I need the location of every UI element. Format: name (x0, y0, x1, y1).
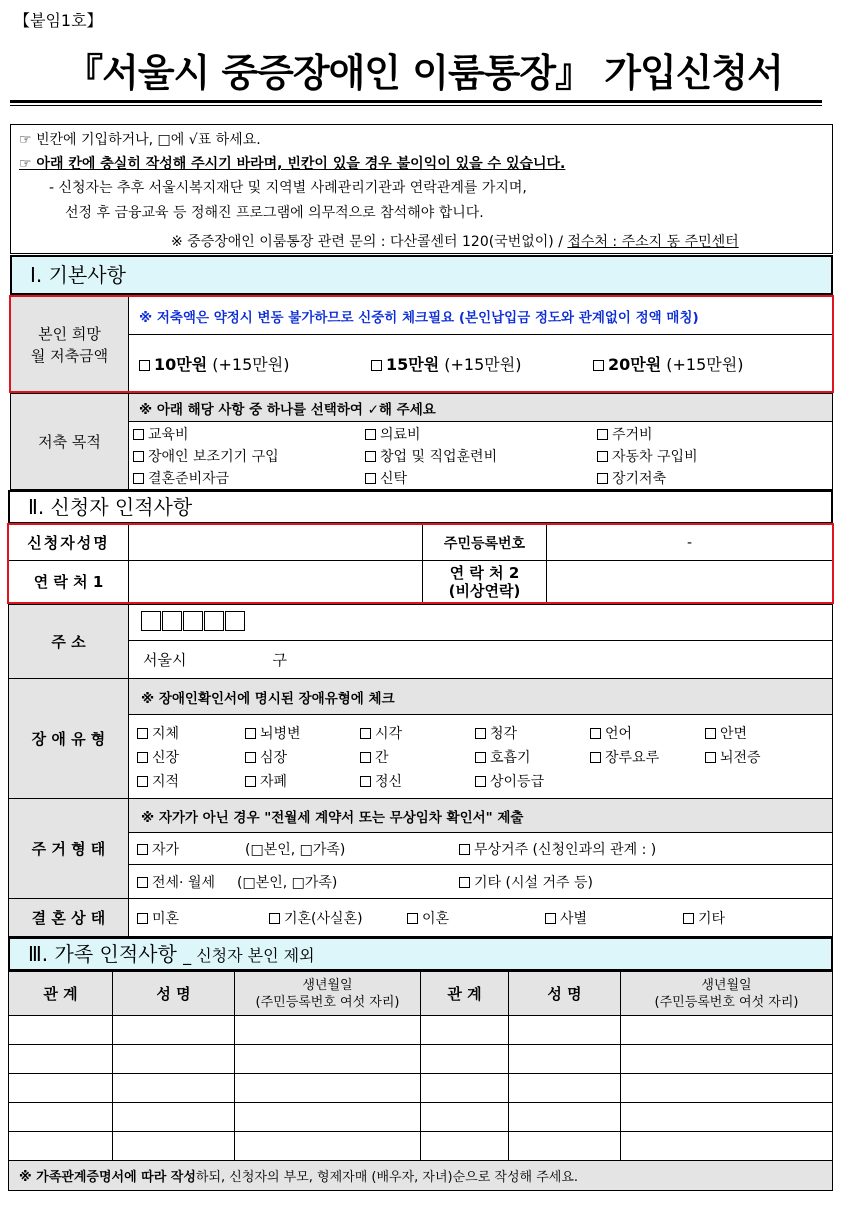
amount-option[interactable]: 15만원 (+15만원) (371, 352, 593, 375)
disability-options (129, 715, 833, 799)
detail-table (8, 604, 833, 937)
contact2-field[interactable] (547, 561, 833, 603)
disability-notice: ※ 장애인확인서에 명시된 장애유형에 체크 (129, 679, 833, 715)
form-title: 『서울시 중증장애인 이룸통장』 가입신청서 (65, 51, 783, 95)
housing-own-option[interactable]: 자가 (137, 839, 245, 859)
family-table (8, 971, 833, 1191)
disability-option[interactable]: 장루요루 (590, 747, 705, 767)
housing-notice: ※ 자가가 아닌 경우 "전월세 계약서 또는 무상임차 확인서" 제출 (129, 799, 833, 833)
housing-row-2 (129, 865, 833, 899)
postal-code-boxes[interactable] (129, 605, 833, 641)
housing-row-1 (129, 833, 833, 865)
purpose-option[interactable]: 교육비 (133, 424, 365, 444)
notice-line-2: ☞ 아래 칸에 충실히 작성해 주시기 바라며, 빈칸이 있을 경우 불이익이 있을 수 있습니다. (19, 156, 566, 172)
purpose-option[interactable]: 창업 및 직업훈련비 (365, 446, 597, 466)
disability-option[interactable]: 상이등급 (475, 771, 590, 791)
amount-option[interactable]: 20만원 (+15만원) (593, 352, 743, 375)
notice-line-4: 선정 후 금융교육 등 정해진 프로그램에 의무적으로 참석해야 합니다. (65, 205, 484, 221)
purpose-label: 저축 목적 (11, 394, 129, 490)
disability-option[interactable]: 지적 (137, 771, 245, 791)
checkbox[interactable] (139, 360, 150, 371)
purpose-options (129, 422, 833, 490)
disability-option[interactable]: 언어 (590, 723, 705, 743)
purpose-option[interactable]: 장기저축 (597, 468, 832, 488)
table-row (9, 1132, 833, 1161)
notice-line-3: - 신청자는 추후 서울시복지재단 및 지역별 사례관리기관과 연락관계를 가지며, (49, 180, 527, 196)
col-birth-2: 생년월일 (주민등록번호 여섯 자리) (621, 972, 833, 1016)
notice-line-1: ☞ 빈칸에 기입하거나, □에 √표 하세요. (19, 132, 261, 148)
housing-free-option[interactable]: 무상거주 (신청인과의 관계 : ) (459, 842, 656, 858)
disability-option[interactable]: 지체 (137, 723, 245, 743)
savings-table (10, 296, 833, 393)
marital-option[interactable]: 기혼(사실혼) (269, 908, 407, 928)
applicant-table (8, 524, 833, 603)
purpose-notice: ※ 아래 해당 사항 중 하나를 선택하여 ✓해 주세요 (129, 394, 833, 422)
housing-rent-option[interactable]: 전세· 월세 (137, 872, 237, 892)
checkbox[interactable] (593, 360, 604, 371)
table-row (9, 1045, 833, 1074)
marital-options (129, 899, 833, 937)
purpose-option[interactable]: 의료비 (365, 424, 597, 444)
reception-text: 접수처 : 주소지 동 주민센터 (567, 234, 739, 250)
disability-option[interactable]: 안면 (705, 723, 832, 743)
marital-option[interactable]: 이혼 (407, 908, 545, 928)
savings-amount-options (129, 335, 833, 393)
savings-amount-label: 본인 희망 월 저축금액 (11, 297, 129, 393)
inquiry-text: ※ 중증장애인 이룸통장 관련 문의 : 다산콜센터 120(국번없이) / (171, 234, 568, 250)
disability-option[interactable]: 자폐 (245, 771, 360, 791)
disability-option[interactable]: 정신 (360, 771, 475, 791)
checkbox[interactable] (371, 360, 382, 371)
disability-option[interactable]: 뇌병변 (245, 723, 360, 743)
col-birth-1: 생년월일 (주민등록번호 여섯 자리) (235, 972, 421, 1016)
disability-option[interactable]: 신장 (137, 747, 245, 767)
table-row (9, 1074, 833, 1103)
disability-option[interactable]: 호흡기 (475, 747, 590, 767)
housing-label: 주 거 형 태 (9, 799, 129, 899)
disability-option[interactable]: 청각 (475, 723, 590, 743)
contact1-field[interactable] (129, 561, 423, 603)
applicant-name-field[interactable] (129, 525, 423, 561)
title-rule (10, 100, 822, 106)
attachment-label: 【붙임1호】 (14, 11, 103, 30)
purpose-option[interactable]: 자동차 구입비 (597, 446, 832, 466)
purpose-option[interactable]: 결혼준비자금 (133, 468, 365, 488)
applicant-name-label: 신청자성명 (9, 525, 129, 561)
table-row (9, 1103, 833, 1132)
rrn-field[interactable]: - (547, 525, 833, 561)
family-footnote: ※ 가족관계증명서에 따라 작성하되, 신청자의 부모, 형제자매 (배우자, 자녀)순으로 작성해 주세요. (9, 1161, 833, 1191)
notice-line-5 (171, 231, 739, 251)
purpose-table (10, 393, 833, 490)
marital-option[interactable]: 사별 (545, 908, 683, 928)
col-relation-2: 관 계 (421, 972, 509, 1016)
disability-option[interactable]: 뇌전증 (705, 747, 832, 767)
col-relation-1: 관 계 (9, 972, 113, 1016)
disability-option[interactable]: 심장 (245, 747, 360, 767)
marital-option[interactable]: 기타 (683, 908, 832, 928)
housing-rent-sub[interactable]: (□본인, □가족) (237, 874, 338, 891)
contact1-label: 연 락 처 1 (9, 561, 129, 603)
disability-option[interactable]: 간 (360, 747, 475, 767)
housing-other-option[interactable]: 기타 (시설 거주 등) (459, 875, 593, 891)
section-2-header: Ⅱ. 신청자 인적사항 (8, 490, 833, 524)
marital-label: 결 혼 상 태 (9, 899, 129, 937)
purpose-option[interactable]: 장애인 보조기기 구입 (133, 446, 365, 466)
notice-box (10, 124, 833, 254)
savings-notice: ※ 저축액은 약정시 변동 불가하므로 신중히 체크필요 (본인납입금 정도와 관계없이 정액 매칭) (129, 297, 833, 335)
disability-option[interactable]: 시각 (360, 723, 475, 743)
address-field[interactable]: 서울시 구 (129, 641, 833, 679)
rrn-label: 주민등록번호 (423, 525, 547, 561)
table-row (9, 1016, 833, 1045)
amount-option[interactable]: 10만원 (+15만원) (139, 352, 371, 375)
section-3-header: Ⅲ. 가족 인적사항 _ 신청자 본인 제외 (8, 937, 833, 971)
address-label: 주 소 (9, 605, 129, 679)
section-1-header: Ⅰ. 기본사항 (10, 255, 833, 295)
housing-own-sub[interactable]: (□본인, □가족) (245, 841, 346, 858)
disability-label: 장 애 유 형 (9, 679, 129, 799)
marital-option[interactable]: 미혼 (137, 908, 269, 928)
col-name-1: 성 명 (113, 972, 235, 1016)
col-name-2: 성 명 (509, 972, 621, 1016)
purpose-option[interactable]: 신탁 (365, 468, 597, 488)
purpose-option[interactable]: 주거비 (597, 424, 832, 444)
contact2-label: 연 락 처 2 (비상연락) (423, 561, 547, 603)
